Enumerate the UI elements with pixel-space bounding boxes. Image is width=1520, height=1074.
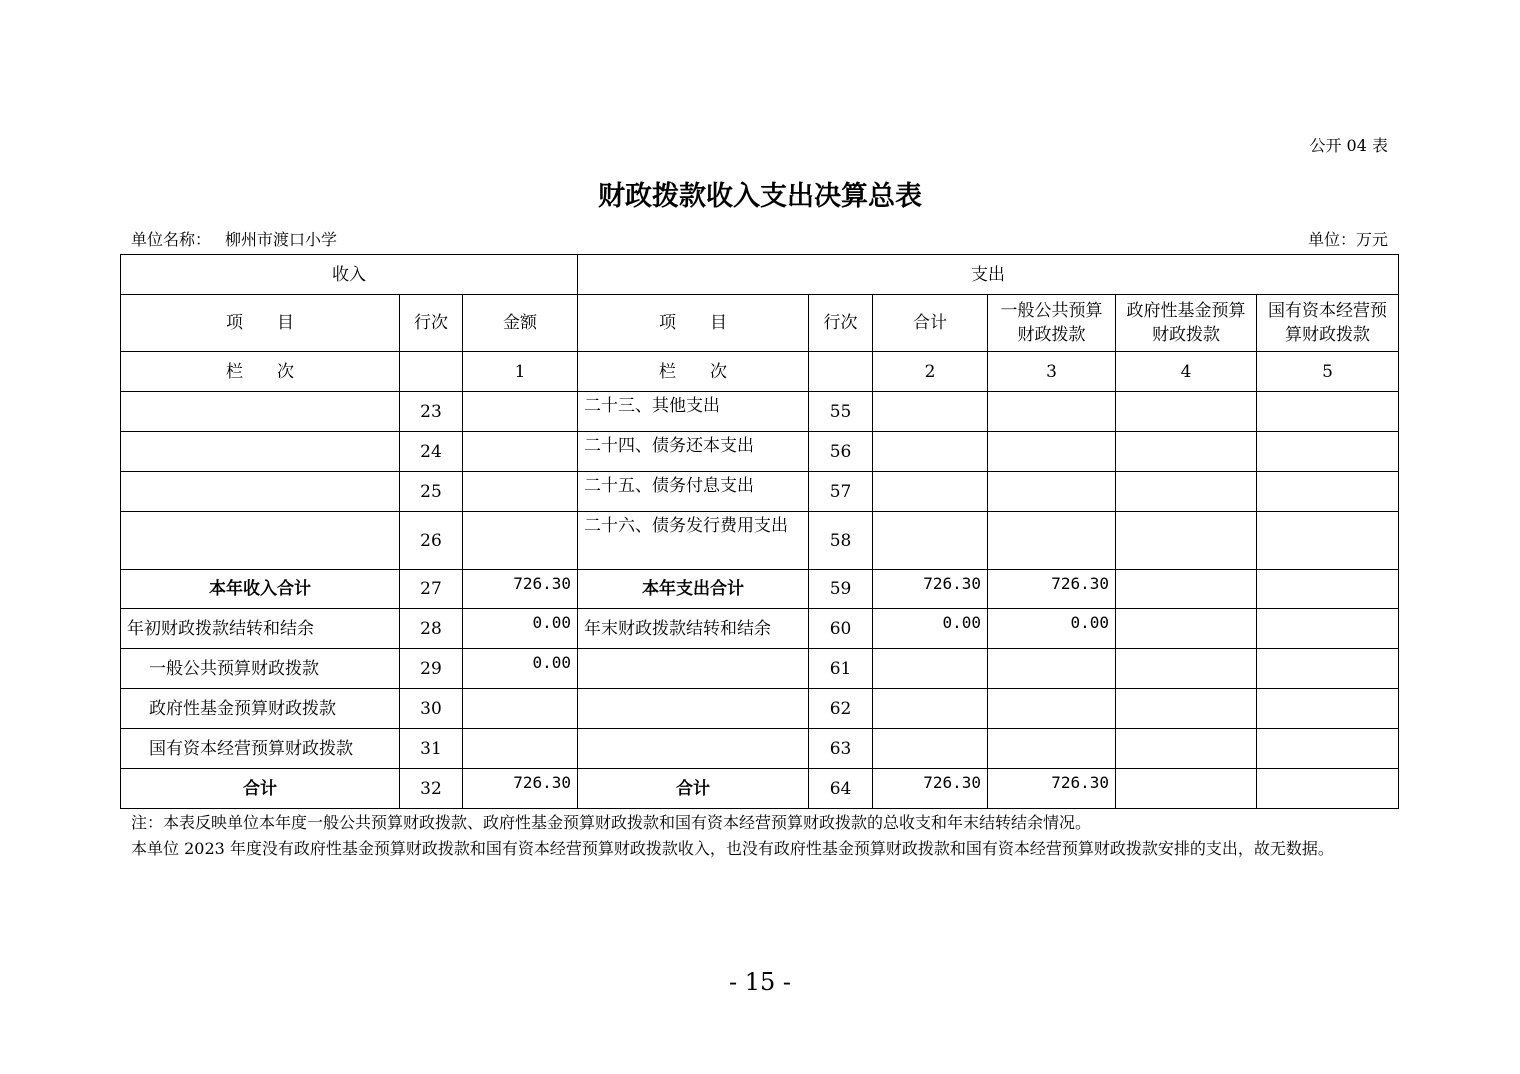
column-index-row (121, 352, 1399, 392)
expense-state (1257, 649, 1399, 689)
expense-total (873, 472, 988, 512)
table-row (121, 512, 1399, 570)
income-row-no: 32 (400, 769, 463, 809)
table-row (121, 769, 1399, 809)
expense-row-no: 60 (809, 609, 873, 649)
col-expense-item: 项 目 (578, 295, 809, 352)
income-item (121, 432, 400, 472)
expense-row-no: 63 (809, 729, 873, 769)
expense-row-no: 55 (809, 392, 873, 432)
expense-item: 二十五、债务付息支出 (578, 472, 809, 512)
expense-general (988, 512, 1116, 570)
table-row (121, 472, 1399, 512)
income-row-no: 24 (400, 432, 463, 472)
expense-group-header: 支出 (578, 255, 1399, 295)
expense-fund (1116, 649, 1257, 689)
table-row (121, 570, 1399, 609)
form-code: 公开 04 表 (1309, 136, 1388, 155)
income-amount: 726.30 (463, 570, 578, 609)
expense-state (1257, 689, 1399, 729)
expense-state (1257, 512, 1399, 570)
expense-total: 726.30 (873, 769, 988, 809)
income-amount: 0.00 (463, 649, 578, 689)
col-fund-budget: 政府性基金预算财政拨款 (1116, 295, 1257, 352)
expense-item: 本年支出合计 (578, 570, 809, 609)
income-item (121, 472, 400, 512)
income-amount (463, 392, 578, 432)
expense-fund (1116, 570, 1257, 609)
lanci-empty-2 (809, 352, 873, 392)
income-item: 年初财政拨款结转和结余 (121, 609, 400, 649)
income-item: 国有资本经营预算财政拨款 (121, 729, 400, 769)
income-item: 一般公共预算财政拨款 (121, 649, 400, 689)
income-item (121, 512, 400, 570)
income-amount (463, 689, 578, 729)
income-row-no: 31 (400, 729, 463, 769)
expense-item (578, 689, 809, 729)
expense-row-no: 61 (809, 649, 873, 689)
income-row-no: 29 (400, 649, 463, 689)
unit-name-label: 单位名称： (131, 230, 212, 249)
income-item (121, 392, 400, 432)
financial-summary-table (120, 254, 1399, 809)
unit-name-value: 柳州市渡口小学 (225, 230, 338, 249)
col-state-capital: 国有资本经营预算财政拨款 (1257, 295, 1399, 352)
table-row (121, 649, 1399, 689)
expense-general (988, 729, 1116, 769)
expense-total (873, 649, 988, 689)
expense-fund (1116, 392, 1257, 432)
column-header-row (121, 295, 1399, 352)
table-row (121, 609, 1399, 649)
expense-general (988, 649, 1116, 689)
col-general-budget: 一般公共预算财政拨款 (988, 295, 1116, 352)
expense-item: 年末财政拨款结转和结余 (578, 609, 809, 649)
col-income-row-no: 行次 (400, 295, 463, 352)
expense-total (873, 432, 988, 472)
expense-fund (1116, 432, 1257, 472)
expense-item (578, 649, 809, 689)
page-title: 财政拨款收入支出决算总表 (598, 181, 922, 212)
currency-unit: 单位：万元 (1307, 230, 1388, 249)
page-number: - 15 - (728, 968, 791, 996)
income-row-no: 30 (400, 689, 463, 729)
income-amount: 726.30 (463, 769, 578, 809)
income-amount (463, 729, 578, 769)
table-row (121, 729, 1399, 769)
expense-fund (1116, 609, 1257, 649)
lanci-1: 1 (463, 352, 578, 392)
expense-general (988, 432, 1116, 472)
income-row-no: 25 (400, 472, 463, 512)
table-row (121, 432, 1399, 472)
expense-row-no: 62 (809, 689, 873, 729)
lanci-4: 4 (1116, 352, 1257, 392)
income-row-no: 27 (400, 570, 463, 609)
expense-fund (1116, 512, 1257, 570)
group-header-row (121, 255, 1399, 295)
col-income-amount: 金额 (463, 295, 578, 352)
expense-item: 合计 (578, 769, 809, 809)
income-amount (463, 512, 578, 570)
col-expense-row-no: 行次 (809, 295, 873, 352)
lanci-expense-label: 栏 次 (578, 352, 809, 392)
income-row-no: 23 (400, 392, 463, 432)
table-row (121, 689, 1399, 729)
expense-state (1257, 392, 1399, 432)
expense-item (578, 729, 809, 769)
expense-state (1257, 769, 1399, 809)
expense-fund (1116, 472, 1257, 512)
income-amount (463, 432, 578, 472)
expense-total (873, 689, 988, 729)
expense-fund (1116, 769, 1257, 809)
note-line-1: 注：本表反映单位本年度一般公共预算财政拨款、政府性基金预算财政拨款和国有资本经营预算财政拨款的总收支和年末结转结余情况。 (131, 813, 1092, 832)
note-line-2: 本单位 2023 年度没有政府性基金预算财政拨款和国有资本经营预算财政拨款收入，也没有政府性基金预算财政拨款和国有资本经营预算财政拨款安排的支出，故无数据。 (131, 839, 1334, 858)
expense-general: 726.30 (988, 769, 1116, 809)
expense-general (988, 689, 1116, 729)
table-row (121, 392, 1399, 432)
expense-total (873, 392, 988, 432)
expense-total (873, 729, 988, 769)
expense-row-no: 57 (809, 472, 873, 512)
expense-row-no: 64 (809, 769, 873, 809)
income-row-no: 28 (400, 609, 463, 649)
lanci-label: 栏 次 (121, 352, 400, 392)
lanci-5: 5 (1257, 352, 1399, 392)
expense-item: 二十四、债务还本支出 (578, 432, 809, 472)
expense-fund (1116, 689, 1257, 729)
expense-general (988, 472, 1116, 512)
expense-general: 726.30 (988, 570, 1116, 609)
expense-total (873, 512, 988, 570)
unit-name (131, 227, 337, 250)
col-income-item: 项 目 (121, 295, 400, 352)
expense-state (1257, 570, 1399, 609)
income-item: 本年收入合计 (121, 570, 400, 609)
expense-state (1257, 432, 1399, 472)
expense-general (988, 392, 1116, 432)
income-row-no: 26 (400, 512, 463, 570)
footnotes (131, 810, 1391, 862)
expense-state (1257, 729, 1399, 769)
expense-state (1257, 472, 1399, 512)
expense-row-no: 56 (809, 432, 873, 472)
col-total: 合计 (873, 295, 988, 352)
income-group-header: 收入 (121, 255, 578, 295)
expense-fund (1116, 729, 1257, 769)
income-amount (463, 472, 578, 512)
expense-total: 0.00 (873, 609, 988, 649)
expense-total: 726.30 (873, 570, 988, 609)
lanci-3: 3 (988, 352, 1116, 392)
lanci-empty-1 (400, 352, 463, 392)
expense-row-no: 58 (809, 512, 873, 570)
lanci-2: 2 (873, 352, 988, 392)
income-item: 合计 (121, 769, 400, 809)
expense-item: 二十三、其他支出 (578, 392, 809, 432)
expense-item: 二十六、债务发行费用支出 (578, 512, 809, 570)
income-item: 政府性基金预算财政拨款 (121, 689, 400, 729)
income-amount: 0.00 (463, 609, 578, 649)
expense-row-no: 59 (809, 570, 873, 609)
expense-state (1257, 609, 1399, 649)
expense-general: 0.00 (988, 609, 1116, 649)
